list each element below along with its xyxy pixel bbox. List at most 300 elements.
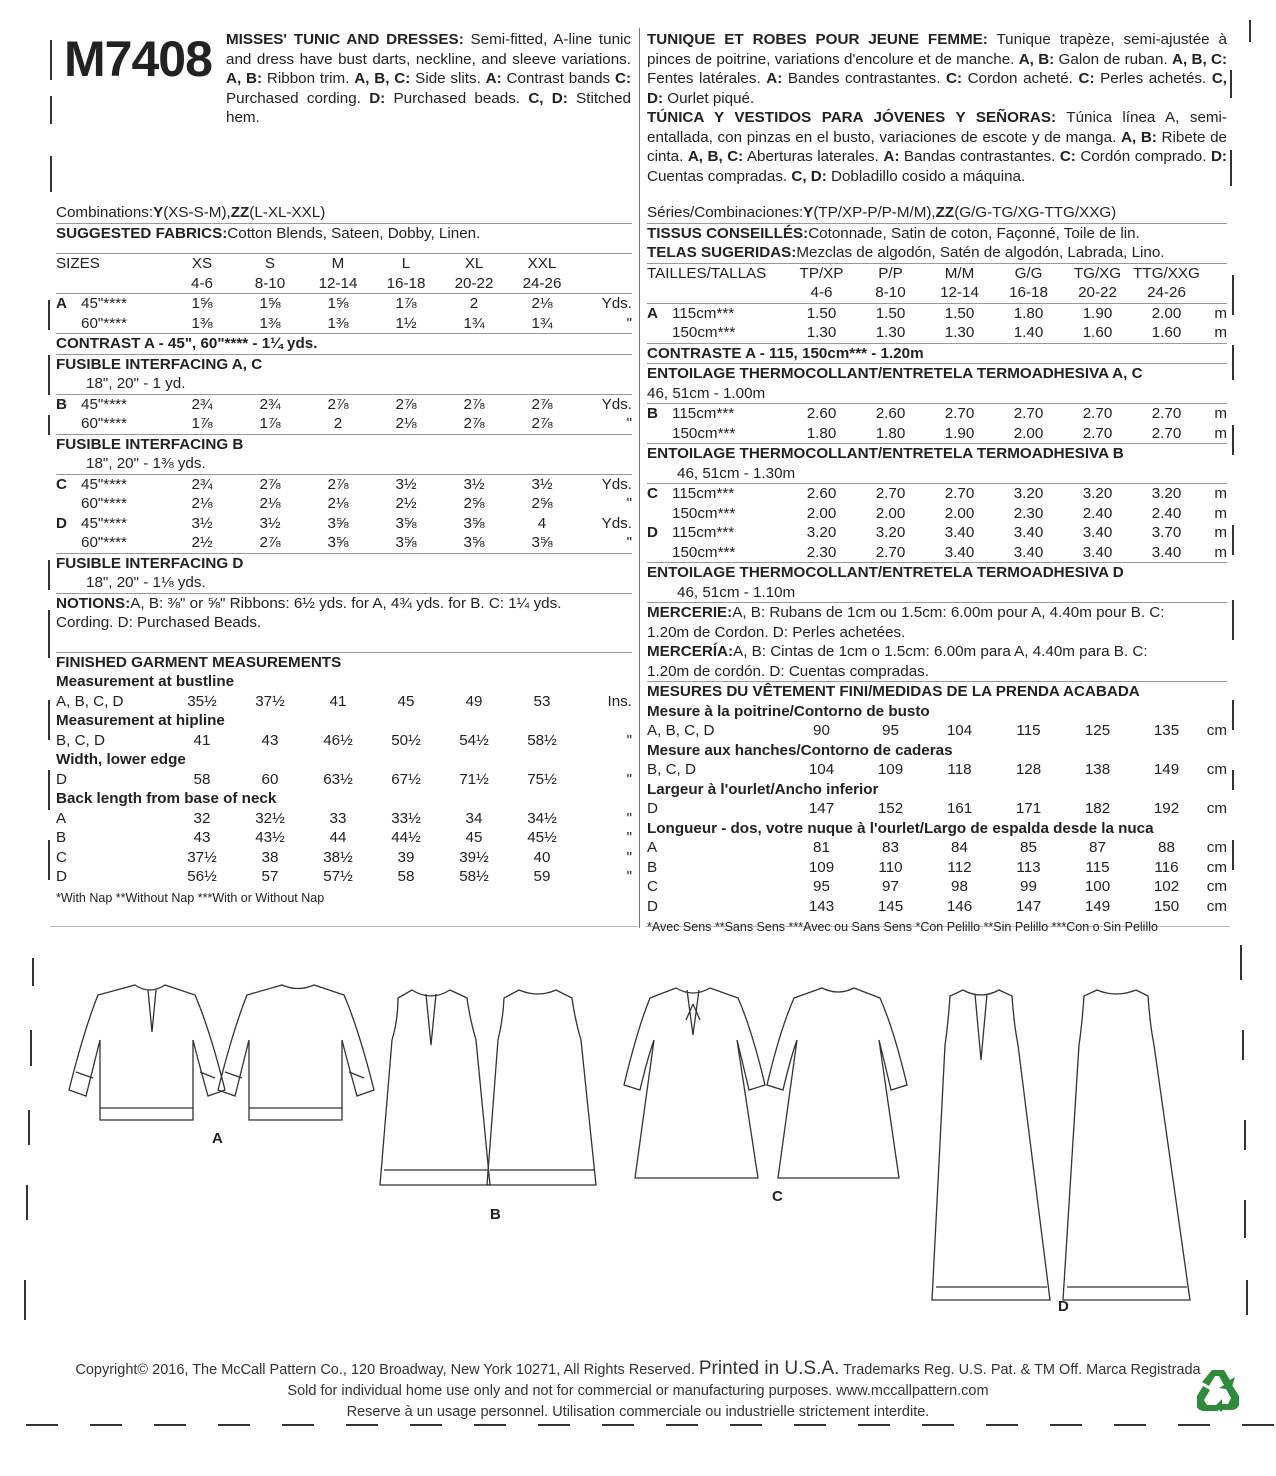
measurement-value: 39½ [459,848,489,866]
description-text: Bandes contrastantes. [782,70,947,87]
combo-code: ZZ [935,204,955,221]
yardage-value: 3.20 [875,524,906,541]
fabric-width-cell [647,484,787,504]
unit-label: m [1214,405,1227,422]
measurement-row [647,897,1227,917]
measurement-view: D [647,800,658,817]
view-letter: D [647,524,658,541]
measurement-value: 128 [1015,761,1042,778]
unit-label: Yds. [601,475,632,493]
yardage-value: 2½ [191,534,213,551]
view-c-label: C [772,1188,783,1205]
width-row [56,770,632,790]
yardage-value: 2⅛ [327,495,349,512]
unit-label: m [1214,504,1227,522]
fabric-width-cell [56,294,168,314]
view-ref: C: [1059,148,1076,165]
bust-row [647,721,1227,741]
yardage-value: 2.70 [1151,405,1182,422]
yardage-value: 1.80 [875,424,906,442]
measurement-value: 84 [951,839,968,856]
yardage-row [647,323,1227,343]
yardage-b [56,394,632,434]
combo-sizes: (XS-S-M), [163,204,231,221]
measurement-row [647,877,1227,897]
measurement-view: A, B, C, D [647,722,715,739]
yardage-value: 1.90 [944,424,975,442]
yardage-b [647,403,1227,443]
description-text: Bandas contrastantes. [899,148,1060,165]
recycle-icon [1193,1366,1243,1412]
measurement-value: 58 [193,770,211,788]
view-letter [647,323,672,343]
size-code: XL [464,255,484,272]
measurement-value: 32½ [255,809,285,827]
unit-label: m [1214,485,1227,502]
yardage-value: 2.60 [806,405,837,422]
cut-line-dash [154,1424,186,1426]
margin-mark [1232,700,1234,730]
measurement-value: 45 [465,829,483,846]
margin-mark [1230,150,1232,186]
margin-mark [1230,70,1232,98]
yardage-row [56,514,632,534]
view-ref: C, D: [647,70,1227,107]
unit-label: " [626,868,632,885]
view-letter [56,494,81,514]
footer [0,1358,1276,1423]
yardage-value: 1⅝ [259,295,281,312]
yardage-a [56,293,632,333]
measurement-value: 115 [1016,722,1041,739]
yardage-value: 2.70 [1151,424,1182,442]
yardage-value: 2.40 [1082,504,1113,522]
unit-label: " [626,415,632,432]
yardage-value: 1⅝ [191,295,213,312]
description-text: Purchased beads. [385,89,529,107]
size-code: TP/XP [799,264,844,282]
yardage-row [647,424,1227,444]
size-code: M [331,255,345,272]
measurement-value: 83 [882,839,899,856]
measurement-value: 58½ [527,731,557,749]
measurement-row [647,721,1227,741]
unit-label: Yds. [601,395,632,413]
view-letter: C [647,485,658,502]
back-length-label: Longueur - dos, votre nuque à l'ourlet/Largo de espalda desde la nuca [647,819,1154,837]
english-column [56,203,632,908]
size-code: S [264,255,276,272]
unit-label: cm [1206,722,1227,739]
sizes-label: TAILLES/TALLAS [647,264,767,282]
view-letter: D [56,514,67,532]
view-d-back-illustration [1063,990,1190,1300]
yardage-value: 1.90 [1082,304,1113,322]
margin-mark [1232,840,1234,870]
cut-line-dash [474,1424,506,1426]
measurement-row [647,760,1227,780]
yardage-value: 1.60 [1151,324,1182,341]
back-length-rows [56,809,632,887]
yardage-row [647,484,1227,504]
finished-measurements-title: FINISHED GARMENT MEASUREMENTS [56,652,632,673]
fabric-width-cell [647,304,787,324]
bust-label: Mesure à la poitrine/Contorno de busto [647,702,930,720]
notions-text: A, B: ⅜" or ⅝" Ribbons: 6½ yds. for A, 4¾ yds. for B. C: 1¼ yds. [130,594,562,612]
copyright-line [0,1358,1276,1381]
yardage-value: 3⅝ [395,534,417,551]
measurement-value: 33½ [391,809,421,827]
hip-row [56,731,632,751]
footnote: *Avec Sens **Sans Sens ***Avec ou Sans Sens *Con Pelillo **Sin Pelillo ***Con o Sin Pelillo [647,920,1158,934]
yardage-value: 2.40 [1151,504,1182,522]
measurement-row [56,692,632,712]
measurement-value: 56½ [187,868,217,885]
description-text: Perles achetés. [1094,70,1212,87]
yardage-value: 3⅝ [327,514,349,532]
measurement-value: 41 [329,692,347,710]
combo-code: ZZ [230,204,250,221]
measurement-view: D [647,897,658,915]
width-row [647,799,1227,819]
yardage-value: 2⅞ [463,395,485,413]
yardage-value: 2.70 [944,405,975,422]
measurement-value: 46½ [323,731,353,749]
size-number: 4-6 [191,274,213,292]
measurement-value: 109 [877,761,904,778]
measurement-value: 44 [329,829,347,846]
combinations-label: Séries/Combinaciones: [647,204,804,221]
measurement-value: 71½ [459,770,489,788]
yardage-value: 3½ [259,514,281,532]
cut-line-dash [346,1424,378,1426]
cut-line-dash [282,1424,314,1426]
measurement-value: 81 [813,839,830,856]
unit-label: " [626,848,632,866]
yardage-value: 3.40 [1082,543,1113,561]
yardage-value: 3.20 [1082,485,1113,502]
measurement-value: 161 [946,800,973,817]
merceria-line2: 1.20m de cordón. D: Cuentas compradas. [647,662,929,680]
merceria-text: A, B: Cintas de 1cm o 1.5cm: 6.00m para A, 4.40m para B. C: [733,643,1148,660]
measurement-row [647,799,1227,819]
description-text: Side slits. [410,70,486,87]
unit-label: " [626,534,632,551]
measurement-value: 102 [1153,878,1180,895]
combinations [647,203,1227,223]
view-d-label: D [1058,1298,1069,1315]
copyright-text: Copyright© 2016, The McCall Pattern Co., 120 Broadway, New York 10271, All Rights Reserved. [75,1362,699,1378]
suggested-fabrics-es [647,243,1227,263]
measurement-value: 149 [1153,761,1180,778]
fusible-b-label: ENTOILAGE THERMOCOLLANT/ENTRETELA TERMOADHESIVA B [647,443,1227,464]
fabric-width-cell [647,543,787,563]
hip-label: Measurement at hipline [56,712,225,729]
mercerie-label: MERCERIE: [647,604,733,621]
description-text: Cordón comprado. [1075,148,1211,165]
measurement-value: 138 [1084,761,1111,778]
yardage-row [56,314,632,334]
combo-sizes: (G/G-TG/XG-TTG/XXG) [954,204,1117,221]
yardage-value: 3.70 [1151,524,1182,541]
measurement-value: 58 [397,868,415,885]
yardage-value: 1.50 [806,304,837,322]
sizes-header [56,253,632,274]
margin-mark [48,770,50,810]
measurement-view: C [647,878,658,895]
fusible-ac-label: FUSIBLE INTERFACING A, C [56,354,632,375]
fabric-width: 45"**** [81,475,127,493]
yardage-value: 2.70 [944,485,975,502]
yardage-value: 2⅞ [395,395,417,413]
size-code: L [401,255,411,272]
yardage-value: 2⅝ [531,495,553,512]
finished-measurements-title: MESURES DU VÊTEMENT FINI/MEDIDAS DE LA PRENDA ACABADA [647,681,1227,702]
measurement-value: 115 [1085,858,1110,876]
unit-label: " [626,809,632,827]
measurement-value: 75½ [527,770,557,788]
description-text: Fentes latérales. [647,70,767,87]
yardage-value: 2½ [395,495,417,512]
cut-line-dash [218,1424,250,1426]
measurement-row [56,848,632,868]
fabric-width-cell [56,475,168,495]
yardage-cd [56,474,632,553]
fusible-b-label: FUSIBLE INTERFACING B [56,434,632,455]
margin-mark [48,300,50,330]
measurement-value: 38 [261,848,279,866]
measurement-value: 44½ [391,829,421,846]
margin-mark [48,700,50,740]
yardage-value: 3½ [191,514,213,532]
margin-mark [1232,770,1234,790]
cut-line-dash [922,1424,954,1426]
fabric-width: 115cm*** [672,485,735,502]
yardage-value: 1½ [395,314,417,332]
cut-line-dash [602,1424,634,1426]
fabric-width-cell [647,323,787,343]
view-letter: A [56,295,67,312]
margin-mark [50,96,52,124]
yardage-row [647,504,1227,524]
margin-mark [1232,600,1234,640]
unit-label: cm [1206,878,1227,895]
view-ref: D: [1210,148,1227,165]
size-number: 8-10 [875,284,906,301]
measurement-value: 146 [946,897,973,915]
margin-mark [48,415,50,435]
measurement-value: 40 [533,848,551,866]
size-number: 24-26 [1147,284,1186,301]
yardage-value: 3.20 [1013,485,1044,502]
measurement-row [56,809,632,829]
fabric-width: 60"**** [81,314,127,332]
yardage-value: 1.60 [1082,324,1113,341]
margin-mark [1232,275,1234,315]
description-text: Semi-fitted, A-line tunic and dress have bust darts, neckline, and sleeve variations. [226,31,631,68]
yardage-value: 2.00 [806,504,837,522]
description-text: Ourlet piqué. [663,89,755,107]
yardage-value: 3.20 [806,524,837,541]
size-numbers [56,274,632,294]
combo-sizes: (TP/XP-P/P-M/M), [813,204,936,221]
measurement-value: 116 [1154,858,1179,876]
yardage-value: 2.30 [1013,504,1044,522]
measurement-row [56,770,632,790]
fusible-d-label: FUSIBLE INTERFACING D [56,553,632,574]
size-numbers [647,283,1227,303]
unit-label: " [626,829,632,846]
yardage-value: 3⅝ [327,534,349,551]
yardage-value: 3.40 [1013,543,1044,561]
margin-mark [1232,525,1234,555]
view-ref: D: [369,89,386,107]
measurement-value: 100 [1084,878,1111,895]
measurement-value: 90 [813,722,830,739]
cut-line-dash [730,1424,762,1426]
fabrics-text: Mezclas de algodón, Satén de algodón, Labrada, Lino. [796,244,1165,261]
fusible-d-label: ENTOILAGE THERMOCOLLANT/ENTRETELA TERMOADHESIVA D [647,562,1227,583]
fusible-ac-value: 18", 20" - 1 yd. [86,375,186,392]
description-text: Purchased cording. [226,89,370,107]
measurement-view: A [56,809,67,827]
yardage-value: 2 [333,415,343,432]
view-letter [56,414,81,434]
hip-label: Mesure aux hanches/Contorno de caderas [647,741,953,759]
description-text: Aberturas laterales. [743,148,884,165]
unit-label: m [1214,524,1227,541]
view-ref: C, D: [528,89,568,107]
yardage-row [647,543,1227,563]
yardage-value: 2⅞ [259,475,281,493]
yardage-value: 1⅝ [327,295,349,312]
measurement-view: B, C, D [647,761,696,778]
description-en [226,30,631,128]
measurement-value: 37½ [187,848,217,866]
description-text: Stitched hem. [226,89,631,126]
measurement-value: 147 [808,800,835,817]
fusible-b-value: 46, 51cm - 1.30m [677,464,796,482]
size-code: TTG/XXG [1133,264,1200,282]
measurement-view: A, B, C, D [56,692,124,710]
view-letter [647,424,672,444]
cut-line-dash [858,1424,890,1426]
yardage-value: 1⅞ [191,415,213,432]
yardage-value: 1.30 [875,324,906,341]
fusible-d-value: 18", 20" - 1⅛ yds. [86,574,206,591]
bust-row [56,692,632,712]
measurement-value: 43 [261,731,279,749]
view-b-front-illustration [380,990,490,1185]
size-number: 12-14 [318,274,358,292]
yardage-value: 1.50 [875,304,906,322]
measurement-row [647,858,1227,878]
yardage-value: 1.40 [1013,324,1044,341]
measurement-row [56,828,632,848]
view-ref: C: [946,70,963,87]
yardage-value: 2 [469,295,479,312]
cut-line-dash [986,1424,1018,1426]
measurement-value: 143 [808,897,835,915]
view-a-front-illustration [69,985,225,1120]
suggested-fabrics-fr [647,223,1227,244]
cut-line-dash [538,1424,570,1426]
unit-label: Ins. [607,692,632,710]
measurement-value: 113 [1016,858,1041,876]
measurement-view: D [56,868,67,885]
mercerie-text: A, B: Rubans de 1cm ou 1.5cm: 6.00m pour A, 4.40m pour B. C: [732,604,1165,621]
cut-line-dash [1178,1424,1210,1426]
size-code: G/G [1014,264,1043,282]
notions [56,593,632,614]
combinations [56,203,632,223]
fabric-width: 150cm*** [672,324,736,341]
measurement-value: 58½ [459,868,489,885]
measurement-view: A [647,839,658,856]
yardage-value: 1⅞ [395,295,417,312]
yardage-value: 3½ [531,475,553,493]
yardage-value: 2.00 [944,504,975,522]
fabric-width: 115cm*** [672,304,735,322]
fabric-width: 150cm*** [672,504,736,522]
description-title: TUNIQUE ET ROBES POUR JEUNE FEMME: [647,31,988,48]
french-spanish-tables [647,203,1227,938]
description-fr [647,30,1227,108]
measurement-value: 41 [193,731,211,749]
fabrics-label: SUGGESTED FABRICS: [56,224,228,242]
yardage-value: 1⅜ [327,314,349,332]
view-ref: C: [1078,70,1095,87]
measurement-view: B [647,858,658,876]
view-c-back-illustration [767,988,907,1178]
measurement-value: 63½ [323,770,353,788]
yardage-value: 3⅝ [395,514,417,532]
cut-line-dash [1114,1424,1146,1426]
yardage-value: 2.60 [806,485,837,502]
yardage-value: 2⅞ [327,475,349,493]
measurement-value: 50½ [391,731,421,749]
measurement-value: 38½ [323,848,353,866]
yardage-row [56,414,632,434]
margin-mark [48,610,50,658]
notions-label: NOTIONS: [56,594,131,612]
yardage-value: 2.00 [1013,424,1044,442]
margin-mark [48,840,50,880]
yardage-value: 1¾ [463,314,485,332]
measurement-value: 147 [1015,897,1042,915]
measurement-value: 57½ [323,868,353,885]
size-number: 8-10 [254,274,286,292]
fabric-width-cell [647,404,787,424]
notions-line2: Cording. D: Purchased Beads. [56,614,262,631]
fabric-width: 45"**** [81,395,127,413]
measurement-value: 34½ [527,809,557,827]
unit-label: cm [1206,800,1227,817]
unit-label: Yds. [601,514,632,532]
view-ref: C, D: [791,167,827,185]
yardage-value: 2⅞ [327,395,349,413]
yardage-value: 3.40 [1151,543,1182,561]
printed-in-text: Printed in U.S.A. [698,1358,840,1379]
yardage-value: 2.70 [1013,405,1044,422]
back-length-rows [647,838,1227,916]
size-code: M/M [944,264,975,282]
fabric-width: 150cm*** [672,543,736,561]
yardage-row [56,395,632,415]
view-ref: A: [766,70,783,87]
yardage-value: 2.00 [875,504,906,522]
view-ref: A, B, C: [354,70,411,87]
